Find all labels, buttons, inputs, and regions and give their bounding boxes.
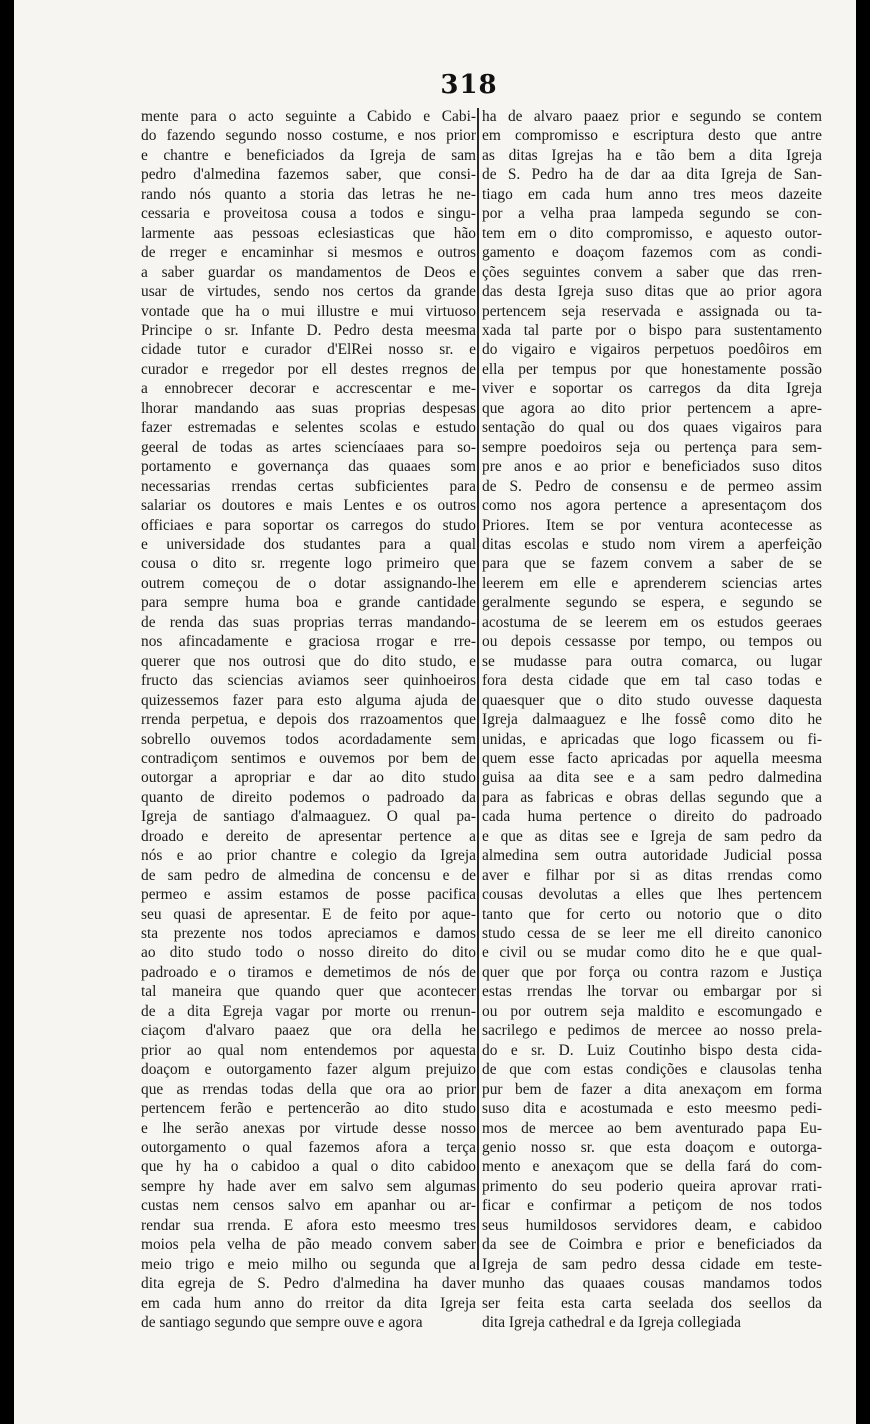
text-line: da see de Coimbra e prior e beneficiados da: [482, 1236, 822, 1254]
text-line: a ennobrecer decorar e accrescentar e me-: [141, 380, 476, 398]
text-line: do fazendo segundo nosso costume, e nos prior: [141, 127, 476, 145]
text-line: se mudasse para outra comarca, ou lugar: [482, 652, 822, 670]
text-line: pertencem seja reservada e assignada ou ta-: [482, 302, 822, 320]
text-line: mente para o acto seguinte a Cabido e Cabi-: [141, 108, 476, 125]
text-line: sentação do qual ou dos quaes vigairos para: [482, 419, 822, 437]
text-line: cousas devolutas a elles que lhes pertencem: [482, 886, 822, 904]
text-line: em cada hum anno do rreitor da dita Igreja: [141, 1294, 476, 1312]
text-line: padroado e o tiramos e demetimos de nós de: [141, 963, 476, 981]
text-line: mos de mercee ao bem aventurado papa Eu-: [482, 1119, 822, 1137]
text-line: doaçom e outorgamento fazer algum prejuizo: [141, 1061, 476, 1079]
text-line: portamento e governança das quaaes som: [141, 458, 476, 476]
text-line: quizessemos fazer para esto alguma ajuda de: [141, 691, 476, 709]
right-text-column: [482, 107, 822, 1332]
text-line: pre anos e ao prior e beneficiados suso ditos: [482, 458, 822, 476]
text-line: pertencem ferão e pertencerão ao dito studo: [141, 1100, 476, 1118]
text-line: sacrilego e pedimos de mercee ao nosso prela-: [482, 1022, 822, 1040]
text-line: aver e filhar por si as ditas rrendas como: [482, 866, 822, 884]
text-line: ao dito studo todo o nosso direito do dito: [141, 944, 476, 962]
document-page: [14, 0, 856, 1424]
text-line: tiago em cada hum anno tres meos dazeite: [482, 185, 822, 203]
text-line: que as rrendas todas della que ora ao prior: [141, 1080, 476, 1098]
column-divider: [477, 108, 479, 1270]
text-line: nós e ao prior chantre e colegio da Igreja: [141, 847, 476, 865]
text-line: e lhe serão anexas por virtude desse nosso: [141, 1119, 476, 1137]
text-line: rrenda perpetua, e depois dos rrazoamentos que: [141, 711, 476, 729]
text-line: acostuma de se leerem em os estudos geeraes: [482, 613, 822, 631]
text-line: de santiago segundo que sempre ouve e agora: [141, 1314, 423, 1332]
text-line: mento e anexaçom que se della fará do com-: [482, 1158, 822, 1176]
text-line: ou depois cessasse por tempo, ou tempos ou: [482, 633, 822, 651]
text-line: sempre poedoiros seja ou pertença para sem-: [482, 438, 822, 456]
text-line: ções seguintes convem a saber que das rren-: [482, 263, 822, 281]
text-line: dita egreja de S. Pedro d'almedina ha daver: [141, 1275, 476, 1293]
text-line: por a velha praa lampeda segundo se con-: [482, 205, 822, 223]
text-line: unidas, e apricadas que logo ficassem ou fi-: [482, 730, 822, 748]
text-line: ha de alvaro paaez prior e segundo se contem: [482, 108, 822, 125]
text-line: geeral de todas as artes sciencíaaes para so-: [141, 438, 476, 456]
text-line: sobrello ouvemos todos acordadamente sem: [141, 730, 476, 748]
text-line: tanto que for certo ou notorio que o dito: [482, 905, 822, 923]
text-line: de S. Pedro de consensu e de permeo assim: [482, 477, 822, 495]
text-line: pur bem de fazer a dita anexaçom em forma: [482, 1080, 822, 1098]
text-line: contradiçom sentimos e ouvemos por bem de: [141, 749, 476, 767]
text-line: em compromisso e escriptura desto que antre: [482, 127, 822, 145]
text-line: sempre hy hade aver em salvo sem algumas: [141, 1177, 476, 1195]
text-line: munho das quaaes cousas mandamos todos: [482, 1275, 822, 1293]
text-line: guisa aa dita see e a sam pedro dalmedina: [482, 769, 822, 787]
text-line: quaesquer que o dito studo ouvesse daquesta: [482, 691, 822, 709]
text-line: fructo das sciencias aviamos seer quinhoeiros: [141, 672, 476, 690]
text-line: dita Igreja cathedral e da Igreja collegiada: [482, 1314, 741, 1332]
text-line: ser feita esta carta seelada dos seellos da: [482, 1294, 822, 1312]
text-line: prior ao qual nom entendemos por aquesta: [141, 1041, 476, 1059]
text-line: que agora ao dito prior pertencem a apre-: [482, 399, 822, 417]
text-line: de a dita Egreja vagar por morte ou rrenun-: [141, 1002, 476, 1020]
text-line: cada huma pertence o direito do padroado: [482, 808, 822, 826]
text-line: as ditas Igrejas ha e tão bem a dita Igreja: [482, 146, 822, 164]
text-line: outorgamento o qual fazemos afora a terça: [141, 1139, 476, 1157]
text-line: vontade que ha o mui illustre e mui virtuoso: [141, 302, 476, 320]
text-line: seus humildosos servidores deam, e cabidoo: [482, 1216, 822, 1234]
text-line: ella per tempus por que honestamente possão: [482, 360, 822, 378]
text-line: de S. Pedro ha de dar aa dita Igreja de San-: [482, 166, 822, 184]
text-line: quer que por força ou contra razom e Justiça: [482, 963, 822, 981]
text-line: gamento e doaçom fazemos com as condi-: [482, 244, 822, 262]
text-line: que hy ha o cabidoo a qual o dito cabidoo: [141, 1158, 476, 1176]
text-line: para que se fazem convem a saber de se: [482, 555, 822, 573]
text-line: suso dita e acostumada e esto meesmo pedi-: [482, 1100, 822, 1118]
text-line: de renda das suas proprias terras mandando-: [141, 613, 476, 631]
text-line: de rreger e encaminhar si mesmos e outros: [141, 244, 476, 262]
text-line: cidade tutor e curador d'ElRei nosso sr. e: [141, 341, 476, 359]
text-line: meio trigo e meio milho ou segunda que a: [141, 1255, 476, 1273]
text-line: curador e rregedor por ell destes rregnos de: [141, 360, 476, 378]
text-line: Principe o sr. Infante D. Pedro desta meesma: [141, 321, 476, 339]
text-line: necessarias rrendas certas subficientes para: [141, 477, 476, 495]
text-line: de sam pedro de almedina de concensu e de: [141, 866, 476, 884]
text-line: larmente aas pessoas eclesiasticas que hão: [141, 224, 476, 242]
text-line: a saber guardar os mandamentos de Deos e: [141, 263, 476, 281]
text-line: moios pela velha de pão meado convem saber: [141, 1236, 476, 1254]
text-line: e universidade dos studantes para a qual: [141, 535, 476, 553]
text-line: salariar os doutores e mais Lentes e os outros: [141, 497, 476, 515]
text-line: Igreja de sam pedro dessa cidade em teste-: [482, 1255, 822, 1273]
page-number: 318: [440, 70, 498, 100]
text-line: rendar sua rrenda. E afora esto meesmo tres: [141, 1216, 476, 1234]
text-line: e chantre e beneficiados da Igreja de sam: [141, 146, 476, 164]
text-line: geralmente segundo se espera, e segundo se: [482, 594, 822, 612]
text-line: almedina sem outra autoridade Judicial possa: [482, 847, 822, 865]
text-line: do e sr. D. Luiz Coutinho bispo desta cida-: [482, 1041, 822, 1059]
text-line: ou por outrem seja maldito e escomungado e: [482, 1002, 822, 1020]
text-line: querer que nos outrosi que do dito studo, e: [141, 652, 476, 670]
text-line: ditas escolas e studo nom virem a aperfeição: [482, 535, 822, 553]
text-line: tem em o dito compromisso, e aquesto outor-: [482, 224, 822, 242]
text-line: de que com estas condições e clausolas tenha: [482, 1061, 822, 1079]
text-line: tal maneira que quando quer que acontecer: [141, 983, 476, 1001]
text-line: das desta Igreja suso ditas que ao prior agora: [482, 283, 822, 301]
text-line: xada tal parte por o bispo para sustentamento: [482, 321, 822, 339]
text-line: lhorar mandando aas suas proprias despesas: [141, 399, 476, 417]
text-line: cessaria e proveitosa cousa a todos e singu-: [141, 205, 476, 223]
text-line: droado e dereito de apresentar pertence a: [141, 827, 476, 845]
text-line: cousa o dito sr. rregente logo primeiro que: [141, 555, 476, 573]
text-line: genio nosso sr. que esta doaçom e outorga-: [482, 1139, 822, 1157]
text-line: nos afincadamente e graciosa rrogar e rre-: [141, 633, 476, 651]
text-line: permeo e assim estamos de posse pacifica: [141, 886, 476, 904]
text-line: studo cessa de se leer me ell direito canonico: [482, 925, 822, 943]
text-line: fora desta cidade que em tal caso todas e: [482, 672, 822, 690]
text-line: para sempre huma boa e grande cantidade: [141, 594, 476, 612]
text-line: como nos agora pertence a apresentaçom dos: [482, 497, 822, 515]
text-line: quanto de direito podemos o padroado da: [141, 788, 476, 806]
text-line: outorgar a apropriar e dar ao dito studo: [141, 769, 476, 787]
text-line: seu quasi de apresentar. E de feito por aque-: [141, 905, 476, 923]
text-line: fazer estremadas e selentes scolas e estudo: [141, 419, 476, 437]
text-line: pedro d'almedina fazemos saber, que consi-: [141, 166, 476, 184]
text-line: leerem em elle e aprenderem sciencias artes: [482, 574, 822, 592]
text-line: officiaes e para soportar os carregos do studo: [141, 516, 476, 534]
text-line: Priores. Item se por ventura acontecesse as: [482, 516, 822, 534]
text-line: outrem começou de o dotar assignando-lhe: [141, 574, 476, 592]
text-line: usar de virtudes, sendo nos certos da grande: [141, 283, 476, 301]
text-line: ciaçom d'alvaro paaez que ora della he: [141, 1022, 476, 1040]
text-line: rando nós quanto a storia das letras he ne-: [141, 185, 476, 203]
text-line: sta prezente nos todos apreciamos e damos: [141, 925, 476, 943]
text-line: Igreja dalmaaguez e lhe fossê como dito he: [482, 711, 822, 729]
text-line: e que as ditas see e Igreja de sam pedro da: [482, 827, 822, 845]
text-line: quem esse facto apricadas por aquella meesma: [482, 749, 822, 767]
text-line: primento do seu poderio queira aprovar rrati-: [482, 1177, 822, 1195]
text-line: do vigairo e vigairos perpetuos poedôiros em: [482, 341, 822, 359]
text-line: para as fabricas e obras dellas segundo que a: [482, 788, 822, 806]
text-line: ficar e confirmar a petiçom de nos todos: [482, 1197, 822, 1215]
text-line: viver e soportar os carregos da dita Igreja: [482, 380, 822, 398]
text-line: custas nem censos salvo em apanhar ou ar-: [141, 1197, 476, 1215]
left-text-column: [141, 107, 476, 1332]
text-line: e civil ou se mudar como dito he e que qual-: [482, 944, 822, 962]
text-line: estas rrendas lhe torvar ou embargar por si: [482, 983, 822, 1001]
text-line: Igreja de santiago d'almaaguez. O qual pa-: [141, 808, 476, 826]
